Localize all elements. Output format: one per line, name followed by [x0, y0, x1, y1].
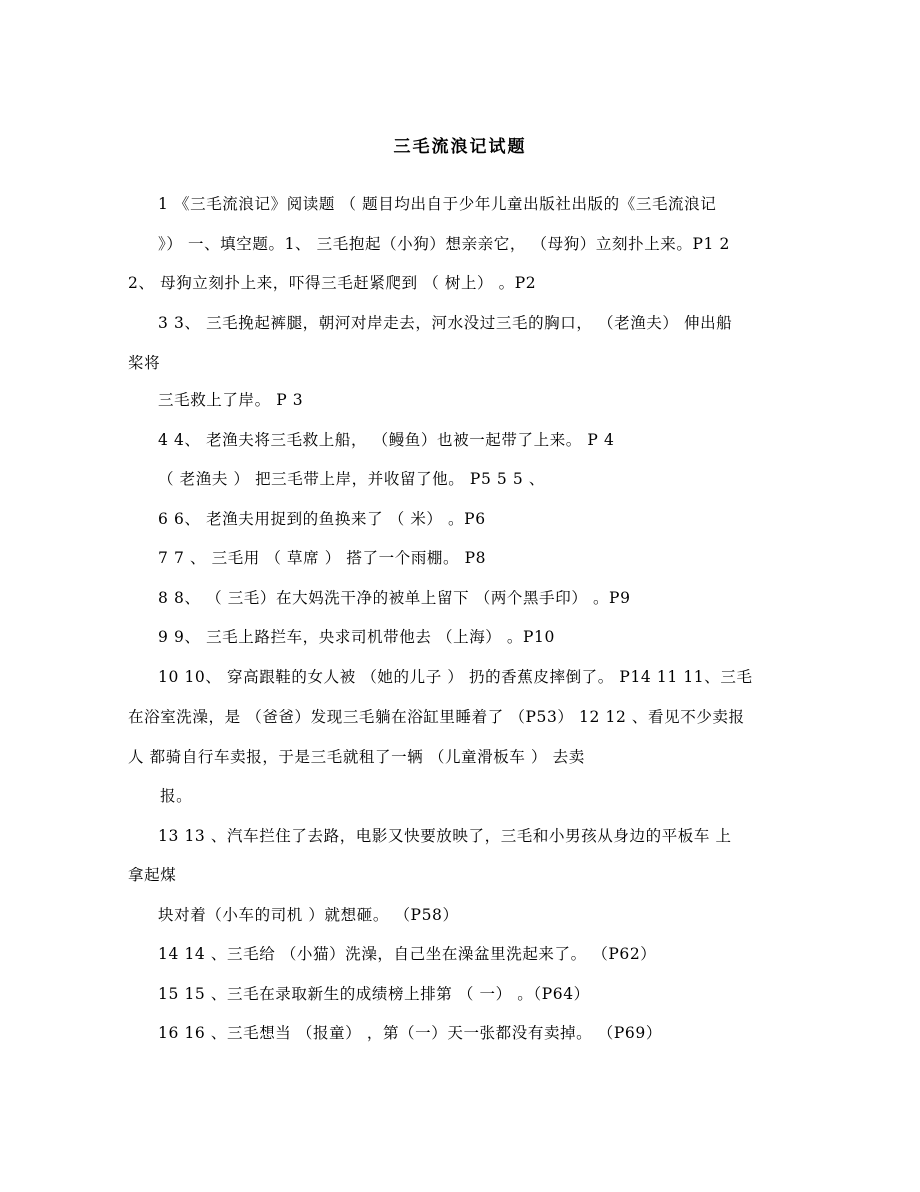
text-line: 1 《三毛流浪记》阅读题 （ 题目均出自于少年儿童出版社出版的《三毛流浪记 [158, 195, 717, 213]
text-line: 三毛救上了岸。 P 3 [158, 391, 304, 409]
text-line: 2、 母狗立刻扑上来，吓得三毛赶紧爬到 （ 树上） 。P2 [128, 274, 537, 292]
text-line: 报。 [160, 787, 193, 805]
text-line: 7 7 、 三毛用 （ 草席 ） 搭了一个雨棚。 P8 [158, 549, 487, 567]
text-line: 13 13 、汽车拦住了去路，电影又快要放映了，三毛和小男孩从身边的平板车 上 [158, 827, 732, 845]
text-line: 14 14 、三毛给 （小猫）洗澡，自己坐在澡盆里洗起来了。 （P62） [158, 945, 657, 963]
text-line: 10 10、 穿高跟鞋的女人被 （她的儿子 ） 扔的香蕉皮摔倒了。 P14 11 11、三毛 [158, 668, 753, 686]
text-line: 6 6、 老渔夫用捉到的鱼换来了 （ 米） 。P6 [158, 510, 486, 528]
text-line: 拿起煤 [128, 866, 177, 884]
text-line: 4 4、 老渔夫将三毛救上船， （鳗鱼）也被一起带了上来。 P 4 [158, 431, 615, 449]
text-line: 块对着（小车的司机 ）就想砸。 （P58） [158, 906, 459, 924]
text-line: 3 3、 三毛挽起裤腿，朝河对岸走去，河水没过三毛的胸口， （老渔夫） 伸出船 [158, 314, 733, 332]
text-line: （ 老渔夫 ） 把三毛带上岸，并收留了他。 P5 5 5 、 [158, 470, 546, 488]
text-line: 15 15 、三毛在录取新生的成绩榜上排第 （ 一） 。（P64） [158, 985, 590, 1003]
text-line: 人 都骑自行车卖报，于是三毛就租了一辆 （儿童滑板车 ） 去卖 [128, 748, 585, 766]
text-line: 16 16 、三毛想当 （报童） ，第（一）天一张都没有卖掉。 （P69） [158, 1024, 662, 1042]
page-title: 三毛流浪记试题 [393, 137, 527, 157]
text-line: 》） 一、填空题。1、 三毛抱起（小狗）想亲亲它， （母狗）立刻扑上来。P1 2 [158, 235, 730, 253]
text-line: 9 9、 三毛上路拦车，央求司机带他去 （上海） 。P10 [158, 628, 555, 646]
text-line: 在浴室洗澡，是 （爸爸）发现三毛躺在浴缸里睡着了 （P53） 12 12 、看见不少卖报 [128, 708, 745, 726]
text-line: 桨将 [128, 354, 161, 372]
text-line: 8 8、 （ 三毛）在大妈洗干净的被单上留下 （两个黑手印） 。P9 [158, 589, 631, 607]
